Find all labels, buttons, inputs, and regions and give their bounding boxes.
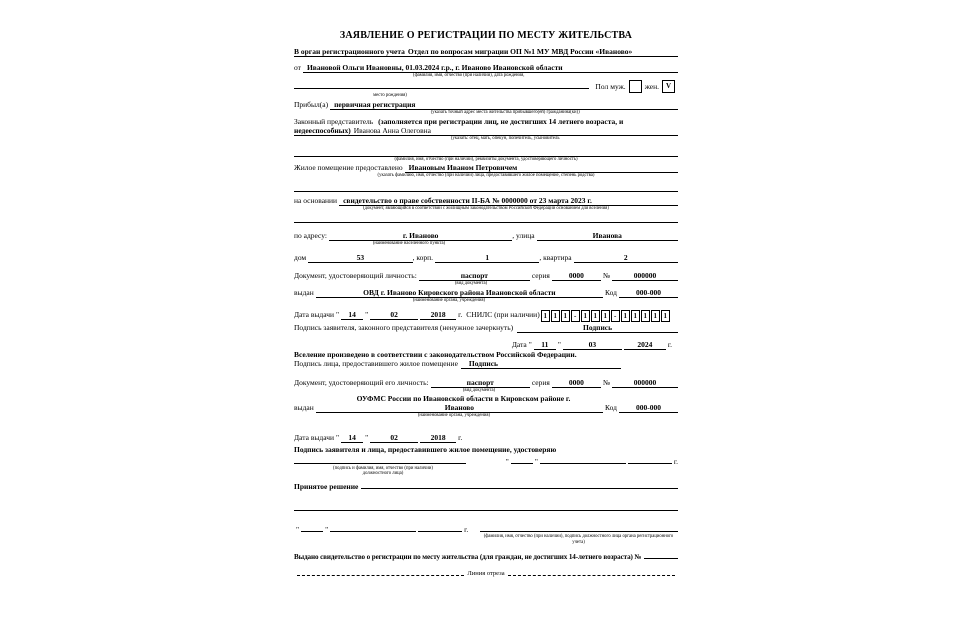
doc2-date-line [294,433,678,443]
house-line [294,253,678,263]
blank-line-2 [294,214,678,223]
doc2-number-field: 000000 [612,378,678,388]
arrival-line [294,100,678,110]
legal-rep-note1: (заполняется при регистрации лиц, не достигших 14 летнего возраста, и [378,116,624,126]
blank-field-2 [294,214,678,223]
certify-caption-row [294,466,678,478]
entry-year-suffix: г. [667,339,672,349]
legal-rep-line2 [294,126,678,136]
sex-female-label: жен. [644,81,659,91]
rep-details-caption: (фамилия, имя, отчество (при наличии), реквизиты документа, удостоверяющего личность) [394,156,578,162]
doc2-issued-by-field: Иваново [316,403,603,413]
snils-label: СНИЛС (при наличии) [466,309,540,319]
officer-name-field [480,523,678,532]
doc2-series-field: 0000 [552,378,601,388]
address-label: по адресу: [294,231,328,241]
decision-label: Принятое решение [294,482,359,492]
doc1-kind-caption-row [294,281,678,287]
doc1-issued-caption: (наименование органа, учреждения) [412,297,486,303]
id-doc2-label: Документ, удостоверяющий его личность: [294,377,429,387]
quote-open: " [336,432,340,442]
doc2-issued-caption: (наименование органа, учреждения) [417,412,491,418]
doc1-month-field: 02 [370,310,418,320]
doc1-code-label: Код [605,287,617,297]
quote-close: " [365,432,369,442]
street-field: Иванова [537,231,678,241]
quote-close: " [365,309,369,319]
doc1-year-suffix: г. [458,309,463,319]
quote-open: " [336,309,340,319]
move-in-statement: Вселение произведено в соответствии с законодательством Российской Федерации. [294,349,577,359]
doc1-number-field: 000000 [612,271,678,281]
snils-cell: 1 [661,310,670,322]
doc1-issued-line [294,288,678,298]
housing-label: Жилое помещение предоставлено [294,163,403,173]
apartment-label: , квартира [539,253,572,262]
decision-line [294,480,678,491]
basis-caption: (документ, являющийся в соответствии с жилищным законодательством Российской Федерации основанием для вселения) [363,206,609,212]
cut-dashes-left [297,571,464,576]
doc2-date-label: Дата выдачи [294,432,335,442]
doc2-number-label: № [602,377,610,387]
doc2-year-field: 2018 [420,433,456,443]
doc2-issued-line [294,403,678,413]
blank-field-1 [294,183,678,192]
registration-form [294,30,678,577]
snils-cell: - [571,310,580,322]
entry-year-field: 2024 [624,340,666,350]
doc2-code-label: Код [605,402,617,412]
housing-caption: (указать фамилию, имя, отчество (при наличии) лица, предоставившего жилое помещение, степень родства) [377,173,595,179]
certify-month-field [540,455,626,464]
decision-year-field [418,523,462,532]
street-label: , улица [512,231,535,241]
decision-year-suffix: г. [464,525,469,535]
provider-signature-field: Подпись [461,359,621,369]
doc1-kind-field: паспорт [419,271,530,281]
officer-caption: (фамилия, имя, отчество (при наличии), подпись должностного лица органа регистрационного учета) [483,534,674,546]
housing-provider-field: Ивановым Иваном Петровичем [405,163,678,173]
snils-cell: 1 [621,310,630,322]
housing-line [294,163,678,173]
officer-caption-row [294,534,678,546]
certify-day-field [511,455,533,464]
applicant-caption: (фамилия, имя, отчество (при наличии), дата рождения, [413,73,525,78]
birthplace-field [294,80,589,89]
snils-cell: 1 [541,310,550,322]
certificate-label: Выдано свидетельство о регистрации по месту жительства (для граждан, не достигших 14-летнего возраста) № [294,553,642,561]
certify-sign-line [294,455,678,466]
doc2-issued-caption-row [294,413,678,419]
doc1-date-label: Дата выдачи [294,309,335,319]
form-title: ЗАЯВЛЕНИЕ О РЕГИСТРАЦИИ ПО МЕСТУ ЖИТЕЛЬСТВА [339,30,633,41]
city-caption-row [294,241,678,247]
doc1-code-field: 000-000 [619,288,678,298]
doc1-issued-by-field: ОВД г. Иваново Кировского района Ивановской области [316,288,603,298]
quote-close: " [325,525,329,535]
arrival-field: первичная регистрация [330,100,678,110]
id-doc2-line [294,378,678,388]
birthplace-sex-line [294,80,678,93]
id-doc1-line [294,271,678,281]
id-doc1-label: Документ, удостоверяющий личность: [294,271,417,280]
quote-close: " [534,456,538,466]
doc2-issued-by-line1: ОУФМС России по Ивановской области в Кировском районе г. [356,393,571,403]
entry-date-label: Дата [511,339,527,349]
snils-cell: 1 [631,310,640,322]
legal-rep-note2: недееспособных) [294,125,351,135]
city-field: г. Иваново [329,231,512,241]
snils-cell: 1 [561,310,570,322]
doc2-kind-caption-row [294,388,678,394]
certify-year-suffix: г. [673,456,678,466]
applicant-line [294,63,678,73]
quote-open: " [296,525,300,535]
doc2-kind-field: паспорт [431,378,530,388]
doc1-kind-caption: (вид документа) [454,281,488,286]
decision-month-field [330,523,416,532]
arrival-caption: (указать точный адрес места жительства прибывшего(ей) гражданина(ки)) [430,109,580,115]
male-checkbox [629,80,642,93]
sex-label: Пол [595,81,609,91]
provider-signature-line [294,359,678,369]
legal-rep-line1 [294,117,678,126]
entry-date-line [294,340,678,350]
doc2-month-field: 02 [370,433,418,443]
snils-cell: - [611,310,620,322]
quote-open: " [528,339,532,349]
blank-line-1 [294,183,678,192]
birthplace-caption: место рождения) [373,92,407,98]
org-value: Отдел по вопросам миграции ОП №1 МУ МВД России «Иваново» [407,47,633,56]
certify-caption-1: (подпись и фамилия, имя, отчество (при наличии) [333,465,433,471]
certificate-number-field [644,550,678,559]
doc1-year-field: 2018 [420,310,456,320]
basis-line [294,196,678,206]
legal-rep-name: Иванова Анна Олеговна [353,125,432,135]
snils-cell: 1 [601,310,610,322]
org-line [294,47,678,57]
legal-rep-caption: (указать: отец, мать, опекун, попечитель, усыновитель [450,135,560,141]
quote-open: " [505,456,509,466]
certify-year-field [628,455,672,464]
org-label: В орган регистрационного учета [294,47,405,56]
female-checkbox: V [662,80,675,93]
doc1-day-field: 14 [341,310,363,320]
doc1-issued-label: выдан [294,287,314,297]
doc2-code-field: 000-000 [619,403,678,413]
applicant-signature-label: Подпись заявителя, законного представителя (ненужное зачеркнуть) [294,322,514,332]
decision-date-line [294,523,678,534]
doc1-number-label: № [602,271,610,280]
doc1-date-snils-line [294,310,678,322]
doc2-kind-caption: (вид документа) [462,387,496,393]
rep-details-line [294,148,678,157]
certify-heading: Подпись заявителя и лица, предоставившего жилое помещение, удостоверяю [294,444,557,454]
snils-cell: 1 [581,310,590,322]
snils-cell: 1 [641,310,650,322]
house-label: дом [294,253,307,262]
applicant-signature-line [294,323,678,333]
basis-label: на основании [294,196,338,206]
entry-day-field: 11 [534,340,556,350]
doc2-issued-label: выдан [294,402,314,412]
decision-day-field [301,523,323,532]
decision-line-2 [294,502,678,511]
house-field: 53 [308,253,412,263]
official-signature-field [294,455,466,464]
applicant-name-field: Ивановой Ольги Ивановны, 01.03.2024 г.р., г. Иваново Ивановской области [303,63,678,73]
applicant-label: от [294,63,301,72]
doc2-series-label: серия [531,377,550,387]
city-caption: (наименование населенного пункта) [372,241,446,247]
address-line [294,231,678,241]
snils-cell: 1 [591,310,600,322]
doc2-day-field: 14 [341,433,363,443]
apartment-field: 2 [574,253,678,263]
provider-signature-label: Подпись лица, предоставившего жилое помещение [294,358,458,368]
quote-close: " [557,339,561,349]
decision-field-2 [294,502,678,511]
decision-field [361,480,678,489]
sex-male-label: муж. [610,81,626,91]
certify-caption-2: должностного лица) [362,471,404,477]
snils-cell: 1 [651,310,660,322]
snils-cell: 1 [551,310,560,322]
basis-field: свидетельство о праве собственности II-БА № 0000000 от 23 марта 2023 г. [339,196,678,206]
building-field: 1 [435,253,539,263]
legal-rep-label: Законный представитель [294,116,374,126]
certificate-line [294,550,678,562]
cut-line-label: Линия отреза [467,569,505,577]
rep-details-field [294,148,678,157]
arrival-label: Прибыл(а) [294,99,329,109]
doc1-series-field: 0000 [552,271,601,281]
entry-month-field: 03 [563,340,622,350]
applicant-signature-field: Подпись [517,323,678,333]
cut-line [294,570,678,578]
doc2-year-suffix: г. [458,432,463,442]
building-label: , корп. [412,253,433,262]
cut-dashes-right [508,571,675,576]
doc1-series-label: серия [531,271,550,280]
doc1-issued-caption-row [294,298,678,304]
